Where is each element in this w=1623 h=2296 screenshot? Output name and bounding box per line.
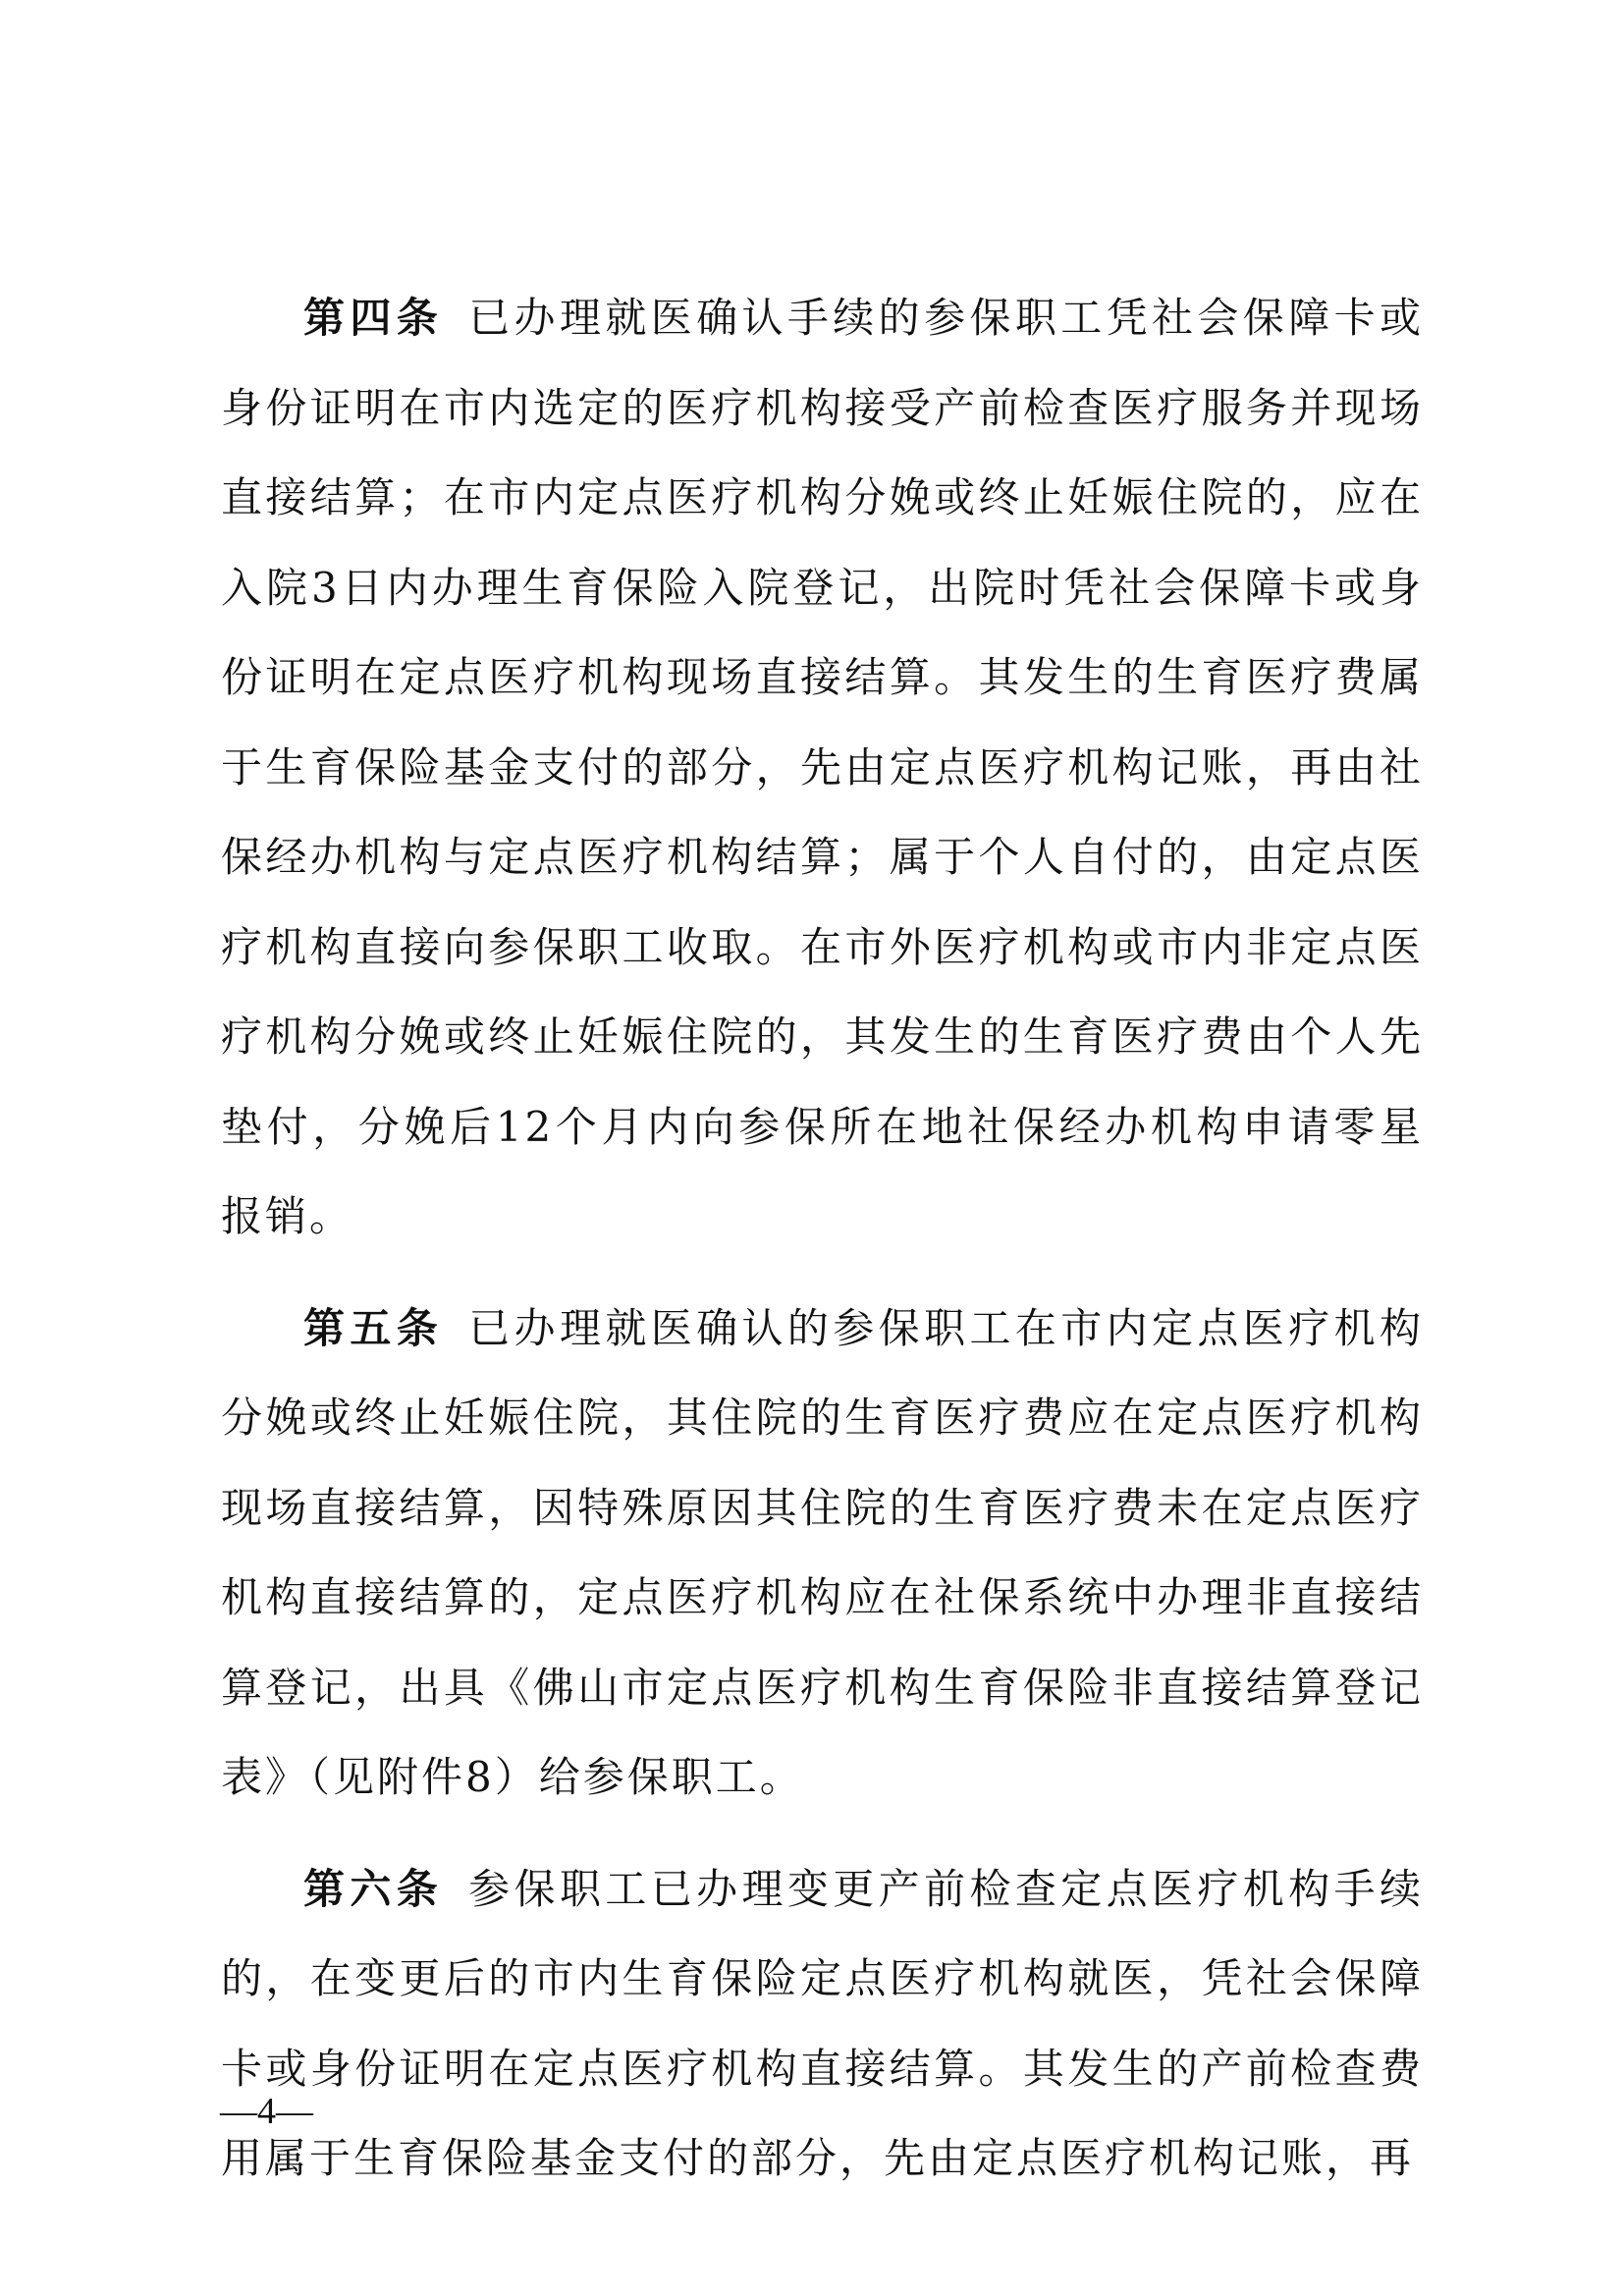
article-5-paragraph — [221, 1284, 1424, 1823]
article-5-title: 第五条 — [303, 1303, 444, 1352]
article-4-text: 已办理就医确认手续的参保职工凭社会保障卡或身份证明在市内选定的医疗机构接受产前检查医疗服务并现场直接结算；在市内定点医疗机构分娩或终止妊娠住院的，应在入院3日内办理生育保险入院登记，出院时凭社会保障卡或身份证明在定点医疗机构现场直接结算。其发生的生育医疗费属于生育保险基金支付的部分，先由定点医疗机构记账，再由社保经办机构与定点医疗机构结算；属于个人自付的，由定点医疗机构直接向参保职工收取。在市外医疗机构或市内非定点医疗机构分娩或终止妊娠住院的，其发生的生育医疗费由个人先垫付，分娩后12个月内向参保所在地社保经办机构申请零星报销。 — [221, 294, 1424, 1240]
document-body — [221, 273, 1424, 2225]
page-number: —4— — [220, 2091, 313, 2132]
article-5-text: 已办理就医确认的参保职工在市内定点医疗机构分娩或终止妊娠住院，其住院的生育医疗费应在定点医疗机构现场直接结算，因特殊原因其住院的生育医疗费未在定点医疗机构直接结算的，定点医疗机构应在社保系统中办理非直接结算登记，出具《佛山市定点医疗机构生育保险非直接结算登记表》（见附件8）给参保职工。 — [221, 1303, 1424, 1801]
article-6-text: 参保职工已办理变更产前检查定点医疗机构手续的，在变更后的市内生育保险定点医疗机构就医，凭社会保障卡或身份证明在定点医疗机构直接结算。其发生的产前检查费用属于生育保险基金支付的部分，先由定点医疗机构记账，再 — [221, 1864, 1424, 2182]
article-6-title: 第六条 — [303, 1864, 444, 1913]
article-4-title: 第四条 — [303, 294, 444, 342]
article-4-paragraph — [221, 273, 1424, 1262]
article-6-paragraph — [221, 1844, 1424, 2204]
